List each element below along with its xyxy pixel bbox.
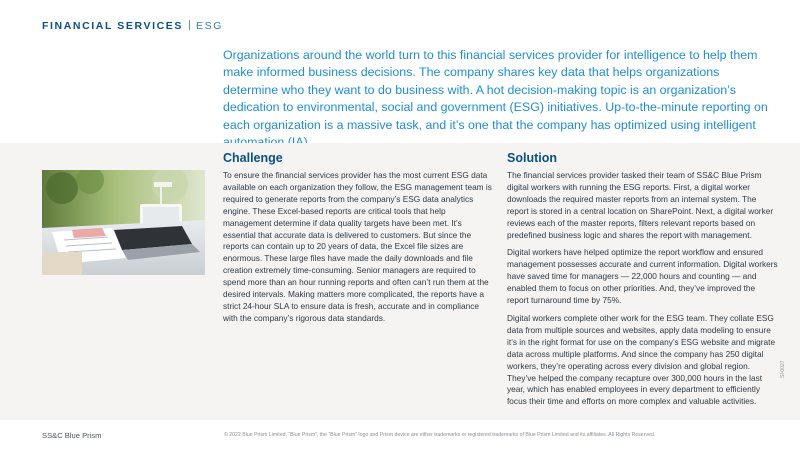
section-subtitle: ESG (196, 20, 223, 32)
footer-brand: SS&C Blue Prism (42, 431, 102, 440)
intro-paragraph: Organizations around the world turn to this financial services provider for intelligence to help them make informed business decisions. The company shares key data that helps organizations determine who they want to do business with. A hot decision-making topic is an organization’s dedication to environmental, social and government (ESG) initiatives. Up-to-the-minute reporting on each organization is a massive task, and it’s one that the company has optimized using intelligent (223, 48, 768, 132)
section-title: FINANCIAL SERVICES (42, 20, 184, 32)
photo-illustration (42, 170, 205, 275)
footer-legal-notice: © 2022 Blue Prism Limited. “Blue Prism”, the “Blue Prism” logo and Prism device are either trademarks or registered trademarks of Blue Prism Limited and its affiliates. All Rights Reserved. (224, 432, 656, 438)
challenge-heading: Challenge (223, 151, 283, 165)
solution-body (507, 170, 779, 414)
solution-paragraph-3: Digital workers complete other work for the ESG team. They collate ESG data from multiple sources and websites, apply data modeling to ensure it’s in the right format for use on the company’s ESG website and migrate data across multiple platforms. And since the company has 250 digital workers, they’re operating across every division and global region. They’ve helped the company recapture over 300,000 hours in the last year, which has enabled employees in every department to efficiently focus their time and efforts on more complex and valuable activities. (507, 312, 776, 407)
solution-paragraph-1: The financial services provider tasked their team of SS&C Blue Prism digital workers with running the ESG reports. First, a digital worker downloads the required master reports from an internal system. The report is stored in a central location on SharePoint. Next, a digital worker reviews each of the master reports, filters relevant reports based on predefined business logic and shares the report with management. (507, 170, 774, 240)
solution-heading: Solution (507, 151, 557, 165)
document-code: SI-0027 (780, 360, 786, 378)
page-header (42, 20, 223, 32)
challenge-paragraph: To ensure the financial services provider has the most current ESG data available on each organization they follow, the ESG management team is required to generate reports from the company’s ESG data analytics engine. These Excel-based reports are critical tools that help management determine if data quality targets have been met. It’s essential that accurate data is delivered to customers. But since the reports can contain up to 20 years of data, the Excel file sizes are enormous. These large files have made the daily downloads and file creation extremely time-consuming. Senior managers are required to spend more than an hour running reports and often can’t run them at the desired intervals. Making matters more complicated, the reports have a strict 24-hour SLA to ensure data is fresh, accurate and in compliance with the company’s rigorous data standards. (223, 170, 492, 323)
header-divider (189, 20, 190, 30)
challenge-body (223, 170, 495, 331)
office-desk-photo (42, 170, 205, 275)
solution-paragraph-2: Digital workers have helped optimize the report workflow and ensured management possesses accurate and current information. Digital workers have saved time for managers — 22,000 hours and counting — and enabled them to focus on other priorities. And, they’ve improved the report turnaround time by 75%. (507, 247, 778, 306)
